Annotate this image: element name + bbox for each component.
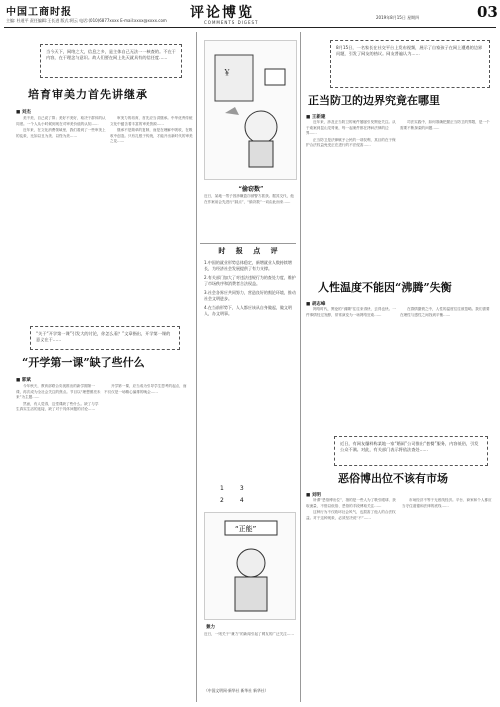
page-num: 3 xyxy=(239,485,244,492)
paragraph: 开学第一课，应当成为引导学生思考的起点，而不仅仅是一场精心编排的晚会…… xyxy=(104,384,187,394)
issue-date: 2019年8月15日 星期四 xyxy=(376,15,420,20)
article-headline: 恶俗博出位不该有市场 xyxy=(338,472,448,485)
paragraph: 市场经济不等于无底线经济。平台、商家和个人都应当守住道德和法律的底线…… xyxy=(402,498,492,508)
article-headline: 人性温度不能因“沸腾”失衡 xyxy=(318,281,452,294)
article-byline: ■ 刘明 xyxy=(306,493,321,498)
rule xyxy=(200,243,296,244)
paragraph: 近年来，在文化消费领域里，我们看到了一些审美上的乱象，比如以丑为美、以怪为美…… xyxy=(16,128,106,138)
paragraph: 美不美，自己说了算；美好不美好，取决于群体的认同度。一个人从小时候到现在对审美价值的认知…… xyxy=(16,116,106,126)
paragraph: 网络时代，舆论的“沸腾”往往来得快、去得也快。一件事情经过发酵，常常演变为一场网络狂欢…… xyxy=(306,307,396,317)
cartoon-credit: （中国文明网·新华社 新华社 新华社） xyxy=(204,688,269,693)
header-rule xyxy=(4,27,496,28)
paragraph: 近年来，涉及正当防卫的案件屡屡引发舆论关注。从于欢案到昆山龙哥案，每一起案件都在拷问法律的边界…… xyxy=(306,120,396,136)
article-byline: ■ 胡志峰 xyxy=(306,302,326,307)
section-subtitle: COMMENTS DIGEST xyxy=(204,20,259,25)
paragraph: 审美力的培育，首先应当讲继承。中华优秀传统文化中蕴含着丰富的审美资源…… xyxy=(110,116,193,126)
contact-line: 主编: 杜道平 责任编辑:王长进 版式:阿云 电话:(010)6877xxxx E-mail:xxxx@xxxx.com xyxy=(6,18,167,23)
paragraph: 在群情激愤之中，人性的温度往往被忽略。我们需要在理性与感性之间找到平衡…… xyxy=(400,307,490,317)
paragraph: 正当防卫是法律赋予公民的一项权利，其目的在于保护合法权益免受正在进行的不法侵害…… xyxy=(306,137,396,148)
sidebar-page-nums xyxy=(220,485,244,492)
article-intro-box: 近日，有网友爆料称某地一家“婚闹”公司推出“套餐”服务，内容低俗，引发公众不满。对此，有关部门表示将依法查处…… xyxy=(334,436,488,466)
article-body xyxy=(104,384,189,698)
sidebar-item: 4.在当前形势下，人人都应该从自身做起，做文明人，办文明事。 xyxy=(204,305,292,316)
article-body xyxy=(400,120,492,276)
article-intro-box: “关于“开学第一课”引发大的讨论，你怎么看？”文章指出，开学第一课的意义在于…… xyxy=(30,326,180,350)
cartoon-caption-title: 兼力 xyxy=(206,625,215,630)
article-body xyxy=(306,307,396,431)
cartoon-title: “偷窃数” xyxy=(238,186,264,193)
cartoon-drawing xyxy=(205,513,296,620)
sidebar-list xyxy=(204,260,296,317)
column-divider xyxy=(300,32,301,702)
article-body xyxy=(16,116,106,244)
article-byline: ■ 郭斌 xyxy=(16,378,31,383)
paragraph: 所谓“恶俗博出位”，指的是一些人为了吸引眼球、获取流量，不惜以低俗、恶俗的手段博取关注…… xyxy=(306,498,396,508)
article-body xyxy=(400,307,492,431)
article-body xyxy=(110,116,195,244)
cartoon-image xyxy=(204,512,296,620)
column-divider xyxy=(196,32,197,702)
paragraph: 司法实践中，如何准确把握正当防卫的界限，是一个需要不断探索的问题…… xyxy=(400,120,490,130)
sidebar-item: 1.中国的就业形势总体稳定，新增就业人数持续增长，为经济社会发展提供了有力支撑。 xyxy=(204,260,292,271)
page-number: 03 xyxy=(477,3,498,21)
article-headline: “开学第一课”缺了些什么 xyxy=(22,356,145,369)
sidebar-item: 3.社会各界应共同努力，营造良好的舆论环境，推动社会文明进步。 xyxy=(204,290,296,301)
article-intro-box: 8月15日，一名家长在社交平台上发布视频，展示了自家孩子在网上遭遇的边界问题，引发了网友的热议。网友普遍认为…… xyxy=(330,40,490,88)
sidebar-title: 时 报 点 评 xyxy=(218,247,282,255)
paragraph: 继承不是简单的复制，而是在理解中吸收，在吸收中创造。只有扎根于传统，才能开出新时代的审美之花…… xyxy=(110,128,193,144)
article-byline: ■ 刘杰 xyxy=(16,110,31,115)
paragraph: 然而，有人觉得，这堂课缺了些什么。缺了与学生真实生活的连接，缺了对于具体问题的讨论…… xyxy=(16,401,99,412)
article-body xyxy=(306,498,398,702)
article-body xyxy=(16,384,101,698)
article-intro-box: 当今天下，网络之大，信息之多，是主体自己无法一一核查的。不在于内容，在于理念与意识。故人们要在网上先天就具有的信任度…… xyxy=(40,44,182,78)
sidebar-item: 2.有关部门加大了对违法违规行为的查处力度，维护了市场秩序和消费者合法权益。 xyxy=(204,275,296,286)
cartoon-tag: “正能” xyxy=(235,525,257,533)
newspaper-brand: 中国工商时报 xyxy=(6,7,72,18)
cartoon-caption: 近日，一则关于“兼力”的新闻引起了网友的广泛关注…… xyxy=(204,632,294,636)
article-headline: 正当防卫的边界究竟在哪里 xyxy=(308,94,440,107)
sidebar-page-nums xyxy=(220,497,244,504)
article-body xyxy=(306,120,396,276)
page-num: 1 xyxy=(220,485,224,492)
article-body xyxy=(402,498,494,702)
cartoon-image xyxy=(204,40,297,180)
svg-text:￥: ￥ xyxy=(223,68,231,77)
cartoon-caption: 近日，某地一男子因涉嫌盗窃被警方抓获。据其交代，他在作案前会先进行“踩点”，“偷窃数”一词由此而来…… xyxy=(204,194,294,204)
section-title: 评论博览 xyxy=(190,5,254,21)
page-num: 2 xyxy=(220,497,224,504)
article-byline: ■ 王新建 xyxy=(306,115,326,120)
cartoon-drawing xyxy=(205,41,297,180)
paragraph: 这种行为不仅败坏社会风气，也损害了他人的合法权益。对于这种现象，必须坚决说“不”…… xyxy=(306,510,396,520)
paragraph: 今年秋天，教育部联合央视推出的新学期第一课，再次成为全社会关注的焦点。节目以“理想照亮未来”为主题…… xyxy=(16,384,101,400)
article-headline: 培育审美力首先讲继承 xyxy=(28,88,148,101)
page-num: 4 xyxy=(239,497,244,504)
